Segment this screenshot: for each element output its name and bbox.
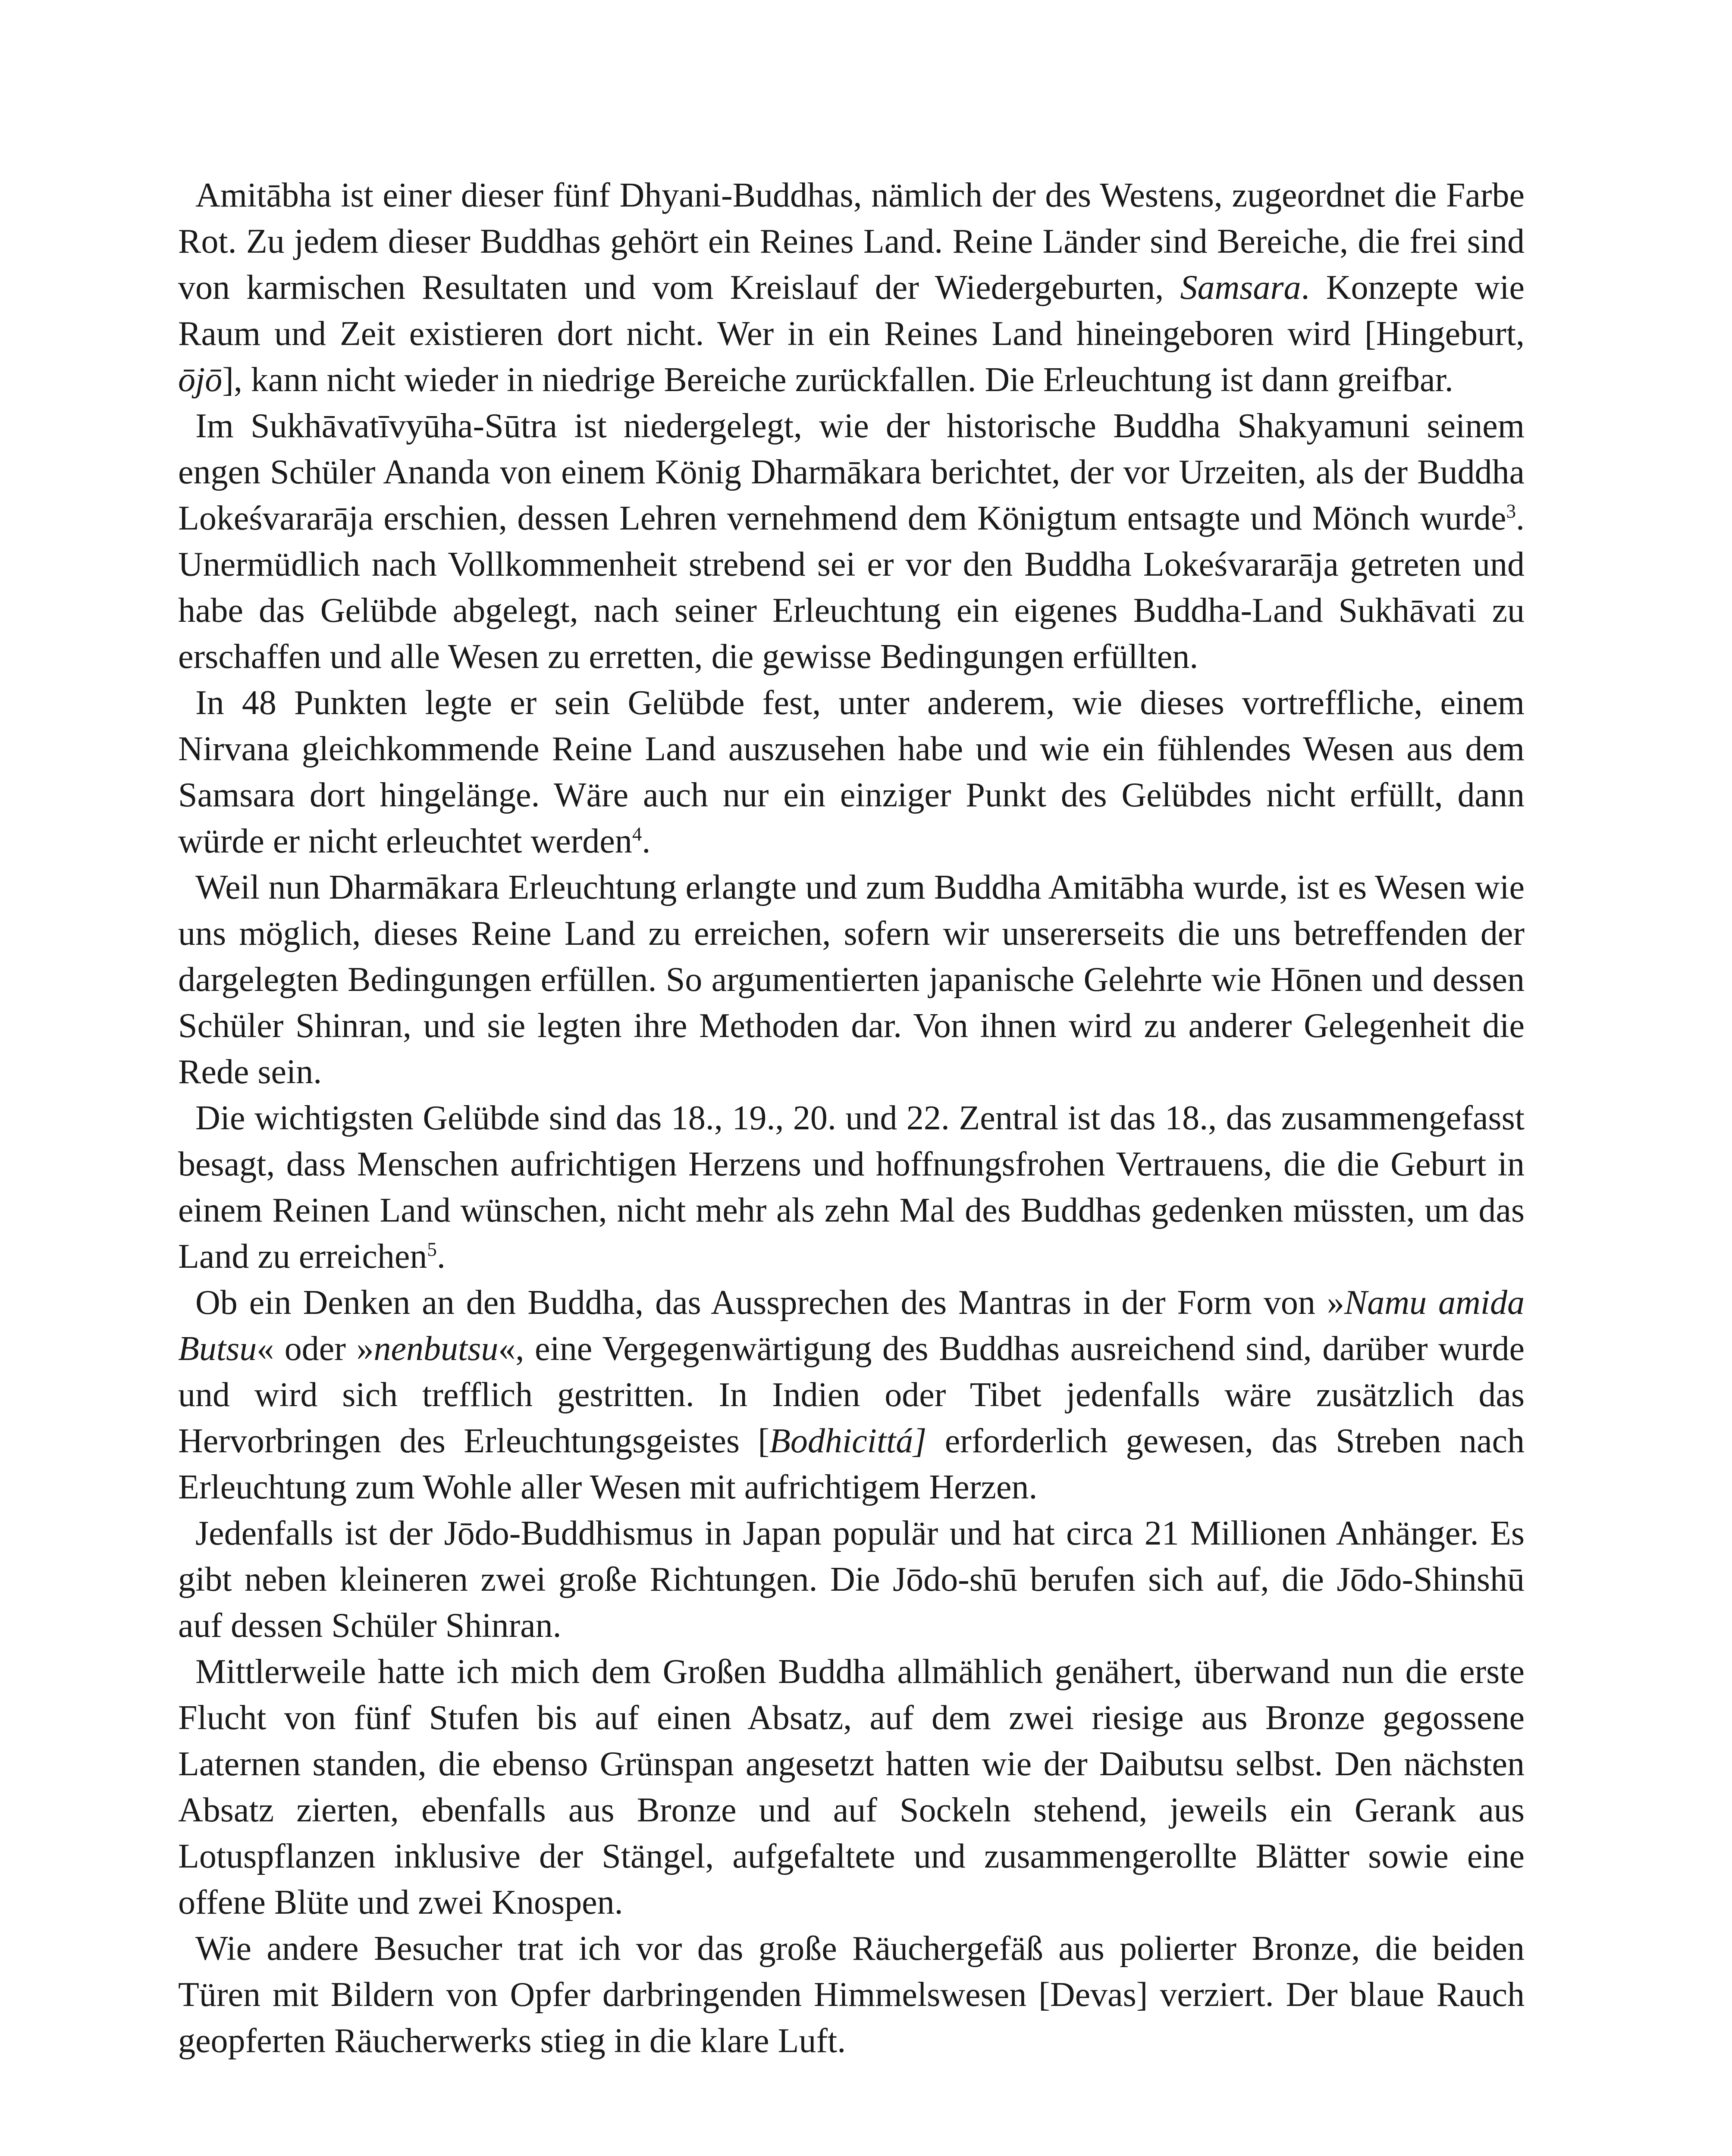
paragraph: [178, 1510, 1525, 1649]
text-run: ], kann nicht wieder in niedrige Bereiche zurückfallen. Die Erleuchtung ist dann greifbar.: [222, 361, 1453, 399]
italic-term: nenbutsu: [373, 1330, 499, 1368]
paragraph: [178, 865, 1525, 1095]
footnote-ref: 3: [1506, 500, 1516, 522]
text-run: Weil nun Dharmākara Erleuchtung erlangte und zum Buddha Amitābha wurde, ist es Wesen wie uns möglich, dieses Reine Land zu erreichen, sofern wir unsererseits die uns betreffenden der dargelegten Bedingungen erfüllen. So argumentierten japanische Gelehrte wie Hōnen und dessen Schüler Shinran, und sie legten ihre Methoden dar. Von ihnen wird zu anderer Gelegenheit die Rede sein.: [178, 868, 1525, 1091]
text-run: .: [436, 1238, 446, 1275]
text-run: Ob ein Denken an den Buddha, das Aussprechen des Mantras in der Form von »: [195, 1284, 1344, 1322]
text-run: Im Sukhāvatīvyūha-Sūtra ist niedergelegt, wie der historische Buddha Shakyamuni seinem engen Schüler Ananda von einem König Dharmākara berichtet, der vor Urzeiten, als der Buddha Lokeśvararāja erschien, dessen Lehren vernehmend dem Königtum entsagte und Mönch wurde: [178, 407, 1525, 537]
italic-term: Samsara: [1180, 269, 1301, 307]
text-run: . Unermüdlich nach Vollkommenheit strebend sei er vor den Buddha Lokeśvararāja getreten und habe das Gelübde abgelegt, nach seiner Erleuchtung ein eigenes Buddha-Land Sukhāvati zu erschaffen und alle Wesen zu erretten, die gewisse Bedingungen erfüllten.: [178, 499, 1525, 676]
body-text: [178, 172, 1525, 2064]
paragraph: [178, 1095, 1525, 1280]
text-run: «, eine Vergegenwärtigung des Buddhas ausreichend sind, darüber wurde und wird sich trefflich gestritten. In Indien oder Tibet jedenfalls wäre zusätzlich das Hervorbringen des Erleuchtungsgeistes [: [178, 1330, 1525, 1460]
text-run: erforderlich gewesen, das Streben nach Erleuchtung zum Wohle aller Wesen mit aufrichtigem Herzen.: [178, 1422, 1525, 1506]
paragraph: [178, 403, 1525, 680]
paragraph: [178, 1649, 1525, 1926]
text-run: « oder »: [257, 1330, 374, 1368]
text-run: . Konzepte wie Raum und Zeit existieren dort nicht. Wer in ein Reines Land hineingeboren wird [Hingeburt,: [178, 269, 1525, 353]
footnote-ref: 4: [632, 823, 642, 845]
text-run: Jedenfalls ist der Jōdo-Buddhismus in Japan populär und hat circa 21 Millionen Anhänger. Es gibt neben kleineren zwei große Richtungen. Die Jōdo-shū berufen sich auf, die Jōdo-Shinshū auf dessen Schüler Shinran.: [178, 1514, 1525, 1645]
italic-term: Bodhicittá]: [769, 1422, 927, 1460]
paragraph: [178, 172, 1525, 403]
text-run: Amitābha ist einer dieser fünf Dhyani-Buddhas, nämlich der des Westens, zugeordnet die Farbe Rot. Zu jedem dieser Buddhas gehört ein Reines Land. Reine Länder sind Bereiche, die frei sind von karmischen Resultaten und vom Kreislauf der Wiedergeburten,: [178, 176, 1525, 307]
footnote-ref: 5: [427, 1238, 437, 1260]
text-run: In 48 Punkten legte er sein Gelübde fest, unter anderem, wie dieses vortreffliche, einem Nirvana gleichkommende Reine Land auszusehen habe und wie ein fühlendes Wesen aus dem Samsara dort hingelänge. Wäre auch nur ein einziger Punkt des Gelübdes nicht erfüllt, dann würde er nicht erleuchtet werden: [178, 684, 1525, 860]
text-run: Mittlerweile hatte ich mich dem Großen Buddha allmählich genähert, überwand nun die erste Flucht von fünf Stufen bis auf einen Absatz, auf dem zwei riesige aus Bronze gegossene Laternen standen, die ebenso Grünspan angesetzt hatten wie der Daibutsu selbst. Den nächsten Absatz zierten, ebenfalls aus Bronze und auf Sockeln stehend, jeweils ein Gerank aus Lotuspflanzen inklusive der Stängel, aufgefaltete und zusammengerollte Blätter sowie eine offene Blüte und zwei Knospen.: [178, 1653, 1525, 1921]
text-run: Wie andere Besucher trat ich vor das große Räuchergefäß aus polierter Bronze, die beiden Türen mit Bildern von Opfer darbringenden Himmelswesen [Devas] verziert. Der blaue Rauch geopferten Räucherwerks stieg in die klare Luft.: [178, 1930, 1525, 2060]
paragraph: [178, 1926, 1525, 2064]
paragraph: [178, 680, 1525, 865]
italic-term: Namu amida Butsu: [178, 1284, 1525, 1368]
text-run: Die wichtigsten Gelübde sind das 18., 19., 20. und 22. Zentral ist das 18., das zusammengefasst besagt, dass Menschen aufrichtigen Herzens und hoffnungsfrohen Vertrauens, die die Geburt in einem Reinen Land wünschen, nicht mehr als zehn Mal des Buddhas gedenken müssten, um das Land zu erreichen: [178, 1099, 1525, 1275]
paragraph: [178, 1280, 1525, 1510]
italic-term: ōjō: [178, 361, 223, 399]
text-run: .: [642, 822, 651, 860]
